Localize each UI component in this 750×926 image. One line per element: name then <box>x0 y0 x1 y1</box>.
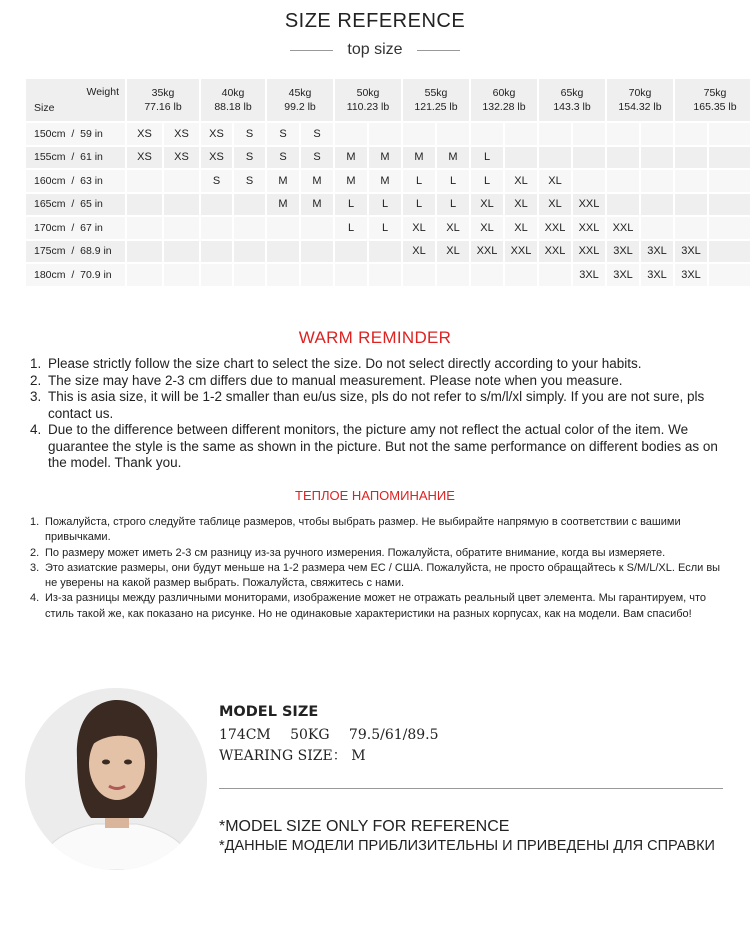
size-cell: S <box>233 122 266 146</box>
size-cell: S <box>233 169 266 193</box>
size-cell: 3XL <box>640 240 674 264</box>
size-cell <box>674 216 708 240</box>
item-number: 4. <box>30 422 42 437</box>
table-row <box>26 146 750 170</box>
list-item <box>30 561 730 592</box>
size-cell <box>674 169 708 193</box>
size-cell <box>200 193 233 217</box>
size-cell <box>504 263 538 287</box>
weight-column-header <box>538 79 606 122</box>
weight-kg: 75kg <box>703 87 727 99</box>
model-size-title: MODEL SIZE <box>219 704 319 720</box>
weight-kg: 55kg <box>424 87 448 99</box>
size-cell <box>708 263 750 287</box>
weight-kg: 35kg <box>151 87 175 99</box>
table-row <box>26 216 750 240</box>
size-cell <box>126 263 163 287</box>
size-cell: M <box>368 169 402 193</box>
size-cell: 3XL <box>674 263 708 287</box>
size-cell <box>640 193 674 217</box>
size-cell <box>708 169 750 193</box>
size-cell <box>674 193 708 217</box>
size-cell: XXL <box>504 240 538 264</box>
size-cell: 3XL <box>674 240 708 264</box>
size-cell <box>674 146 708 170</box>
size-cell: M <box>300 169 334 193</box>
size-cell: XL <box>470 193 504 217</box>
model-note-en: *MODEL SIZE ONLY FOR REFERENCE <box>219 818 510 835</box>
size-cell: XXL <box>572 216 606 240</box>
size-cell <box>233 240 266 264</box>
subtitle-rule-left <box>290 50 333 51</box>
model-note-ru: *ДАННЫЕ МОДЕЛИ ПРИБЛИЗИТЕЛЬНЫ И ПРИВЕДЕНЫ ДЛЯ СПРАВКИ <box>219 838 715 854</box>
size-cell: L <box>334 193 368 217</box>
model-wearing-size: WEARING SIZE： M <box>219 748 366 764</box>
warm-reminder-list <box>30 356 730 472</box>
warm-reminder-title: WARM REMINDER <box>298 328 452 347</box>
size-cell: XL <box>470 216 504 240</box>
size-cell <box>266 240 300 264</box>
weight-column-header <box>266 79 334 122</box>
size-cell <box>470 122 504 146</box>
weight-lb: 132.28 lb <box>482 101 526 113</box>
size-cell <box>606 146 640 170</box>
size-cell <box>436 263 470 287</box>
size-cell <box>126 240 163 264</box>
item-text: По размеру может иметь 2-3 см разницу из-за ручного измерения. Пожалуйста, обратите внимание, когда вы измеряете. <box>45 546 666 559</box>
size-cell: L <box>402 169 436 193</box>
size-cell <box>436 122 470 146</box>
size-cell <box>163 193 200 217</box>
model-portrait-image <box>25 688 207 870</box>
size-cell <box>538 122 572 146</box>
size-cell: L <box>368 193 402 217</box>
size-cell <box>572 146 606 170</box>
size-cell: M <box>334 146 368 170</box>
size-cell: M <box>300 193 334 217</box>
size-cell <box>640 122 674 146</box>
size-cell: XL <box>436 216 470 240</box>
size-cell <box>334 263 368 287</box>
item-text: Из-за разницы между различными мониторами, изображение может не отражать реальный цвет элемента. Мы гарантируем, что стиль такой же, как показано на рисунке. Но не одинаковые характеристики на разных корпусах, как на модели. Вам спасибо! <box>45 592 707 620</box>
size-cell: S <box>300 146 334 170</box>
size-cell: L <box>436 169 470 193</box>
ru-reminder-list <box>30 515 730 622</box>
ru-reminder-title: ТЕПЛОЕ НАПОМИНАНИЕ <box>295 488 455 503</box>
weight-kg: 40kg <box>221 87 245 99</box>
size-cell: S <box>266 122 300 146</box>
size-cell <box>200 263 233 287</box>
item-text: The size may have 2-3 cm differs due to manual measurement. Please note when you measure. <box>48 372 623 388</box>
item-text: Это азиатские размеры, они будут меньше на 1-2 размера чем ЕС / США. Пожалуйста, не просто обращайтесь к S/M/L/XL. Если вы не уверены на какой размер выбрать. Пожалуйста, свяжитесь с нами. <box>45 561 721 590</box>
size-cell <box>163 240 200 264</box>
item-text: This is asia size, it will be 1-2 smaller than eu/us size, pls do not refer to s/m/l/xl simply. If you are not sure, pls contact us. <box>48 389 705 421</box>
item-text: Due to the difference between different monitors, the picture amy not reflect the actual color of the item. We guarantee the style is the same as shown in the picture. But not the same performance on different bodies as on the model. Thank you. <box>48 422 718 470</box>
size-cell <box>200 216 233 240</box>
size-cell <box>708 193 750 217</box>
size-cell <box>402 122 436 146</box>
size-cell <box>163 216 200 240</box>
size-header: Size <box>34 102 55 114</box>
size-cell: L <box>368 216 402 240</box>
size-cell: XXL <box>538 240 572 264</box>
weight-column-header <box>200 79 266 122</box>
size-cell <box>640 169 674 193</box>
size-cell: XL <box>402 216 436 240</box>
size-cell <box>266 263 300 287</box>
size-cell <box>572 122 606 146</box>
size-cell <box>640 146 674 170</box>
model-photo <box>25 688 207 870</box>
size-cell <box>538 146 572 170</box>
weight-lb: 143.3 lb <box>553 101 591 113</box>
size-cell: M <box>266 169 300 193</box>
list-item <box>30 422 730 472</box>
size-cell <box>233 263 266 287</box>
size-cell: XL <box>504 169 538 193</box>
size-cell: 3XL <box>572 263 606 287</box>
list-item <box>30 591 730 622</box>
size-cell: S <box>266 146 300 170</box>
size-cell: M <box>402 146 436 170</box>
size-cell: XS <box>163 122 200 146</box>
size-cell: M <box>334 169 368 193</box>
weight-lb: 77.16 lb <box>144 101 182 113</box>
size-cell: XS <box>126 146 163 170</box>
size-cell <box>368 263 402 287</box>
weight-lb: 99.2 lb <box>284 101 316 113</box>
weight-lb: 110.23 lb <box>346 101 390 113</box>
size-cell <box>300 216 334 240</box>
size-cell: L <box>470 146 504 170</box>
weight-lb: 154.32 lb <box>618 101 662 113</box>
size-table <box>26 79 750 288</box>
weight-column-header <box>674 79 750 122</box>
divider <box>219 788 723 789</box>
size-cell <box>334 240 368 264</box>
size-cell: XXL <box>470 240 504 264</box>
size-cell: XS <box>163 146 200 170</box>
size-cell <box>708 122 750 146</box>
table-row <box>26 240 750 264</box>
size-cell <box>708 216 750 240</box>
size-cell <box>504 146 538 170</box>
item-number: 4. <box>30 592 40 605</box>
list-item <box>30 389 730 422</box>
weight-column-header <box>606 79 674 122</box>
size-cell: S <box>200 169 233 193</box>
size-cell <box>233 193 266 217</box>
height-label: 165cm / 65 in <box>26 193 126 217</box>
size-cell <box>126 216 163 240</box>
size-cell <box>402 263 436 287</box>
table-row <box>26 122 750 146</box>
size-cell: M <box>266 193 300 217</box>
weight-kg: 45kg <box>288 87 312 99</box>
size-cell <box>163 169 200 193</box>
item-text: Please strictly follow the size chart to select the size. Do not select directly according to your habits. <box>48 356 642 371</box>
size-cell <box>200 240 233 264</box>
size-cell <box>300 263 334 287</box>
size-cell: XL <box>538 193 572 217</box>
size-cell <box>606 122 640 146</box>
weight-column-header <box>402 79 470 122</box>
table-header-row <box>26 79 750 122</box>
list-item <box>30 546 730 561</box>
weight-lb: 88.18 lb <box>214 101 252 113</box>
size-cell <box>538 263 572 287</box>
item-number: 1. <box>30 356 42 371</box>
size-cell: 3XL <box>640 263 674 287</box>
height-label: 180cm / 70.9 in <box>26 263 126 287</box>
size-cell: S <box>233 146 266 170</box>
height-label: 170cm / 67 in <box>26 216 126 240</box>
size-cell <box>126 169 163 193</box>
size-cell <box>708 146 750 170</box>
size-cell: L <box>436 193 470 217</box>
weight-column-header <box>126 79 200 122</box>
size-cell: XS <box>200 122 233 146</box>
size-cell <box>640 216 674 240</box>
size-cell <box>334 122 368 146</box>
size-cell: L <box>470 169 504 193</box>
item-number: 1. <box>30 516 40 528</box>
model-measurements: 174CM 50KG 79.5/61/89.5 <box>219 727 439 743</box>
table-row <box>26 193 750 217</box>
size-cell: XL <box>504 216 538 240</box>
size-cell <box>368 122 402 146</box>
size-cell <box>233 216 266 240</box>
size-cell: 3XL <box>606 240 640 264</box>
size-cell <box>163 263 200 287</box>
size-cell: XXL <box>606 216 640 240</box>
item-text: Пожалуйста, строго следуйте таблице размеров, чтобы выбрать размер. Не выбирайте напрямую в соответствии с вашими привычками. <box>45 516 681 544</box>
height-label: 150cm / 59 in <box>26 122 126 146</box>
size-cell: XS <box>126 122 163 146</box>
list-item <box>30 515 730 546</box>
weight-kg: 65kg <box>560 87 584 99</box>
table-row <box>26 263 750 287</box>
item-number: 2. <box>30 546 40 559</box>
subtitle-rule-right <box>417 50 460 51</box>
size-cell <box>708 240 750 264</box>
size-cell <box>504 122 538 146</box>
size-cell <box>368 240 402 264</box>
size-cell: L <box>334 216 368 240</box>
size-cell: M <box>436 146 470 170</box>
size-cell <box>606 169 640 193</box>
size-cell: XXL <box>572 240 606 264</box>
size-cell: M <box>368 146 402 170</box>
item-number: 3. <box>30 561 40 574</box>
weight-header: Weight <box>86 86 119 98</box>
size-cell: 3XL <box>606 263 640 287</box>
page-title: SIZE REFERENCE <box>284 10 466 32</box>
size-cell: XL <box>402 240 436 264</box>
item-number: 2. <box>30 372 42 388</box>
size-cell: XL <box>504 193 538 217</box>
subtitle: top size <box>347 41 403 58</box>
weight-lb: 121.25 lb <box>414 101 458 113</box>
height-label: 175cm / 68.9 in <box>26 240 126 264</box>
table-corner <box>26 79 126 122</box>
size-cell <box>300 240 334 264</box>
size-cell: S <box>300 122 334 146</box>
size-cell <box>572 169 606 193</box>
table-row <box>26 169 750 193</box>
subtitle-row <box>0 41 750 59</box>
list-item <box>30 356 730 373</box>
list-item <box>30 373 730 390</box>
size-cell: XL <box>538 169 572 193</box>
size-cell <box>266 216 300 240</box>
weight-kg: 60kg <box>492 87 516 99</box>
size-cell: XXL <box>572 193 606 217</box>
item-number: 3. <box>30 389 42 404</box>
size-cell <box>606 193 640 217</box>
size-cell: XXL <box>538 216 572 240</box>
weight-kg: 50kg <box>356 87 380 99</box>
size-cell: XS <box>200 146 233 170</box>
size-cell <box>470 263 504 287</box>
height-label: 160cm / 63 in <box>26 169 126 193</box>
size-cell: XL <box>436 240 470 264</box>
size-cell <box>674 122 708 146</box>
height-label: 155cm / 61 in <box>26 146 126 170</box>
weight-kg: 70kg <box>628 87 652 99</box>
weight-column-header <box>470 79 538 122</box>
size-cell <box>126 193 163 217</box>
size-cell: L <box>402 193 436 217</box>
weight-lb: 165.35 lb <box>693 101 737 113</box>
weight-column-header <box>334 79 402 122</box>
